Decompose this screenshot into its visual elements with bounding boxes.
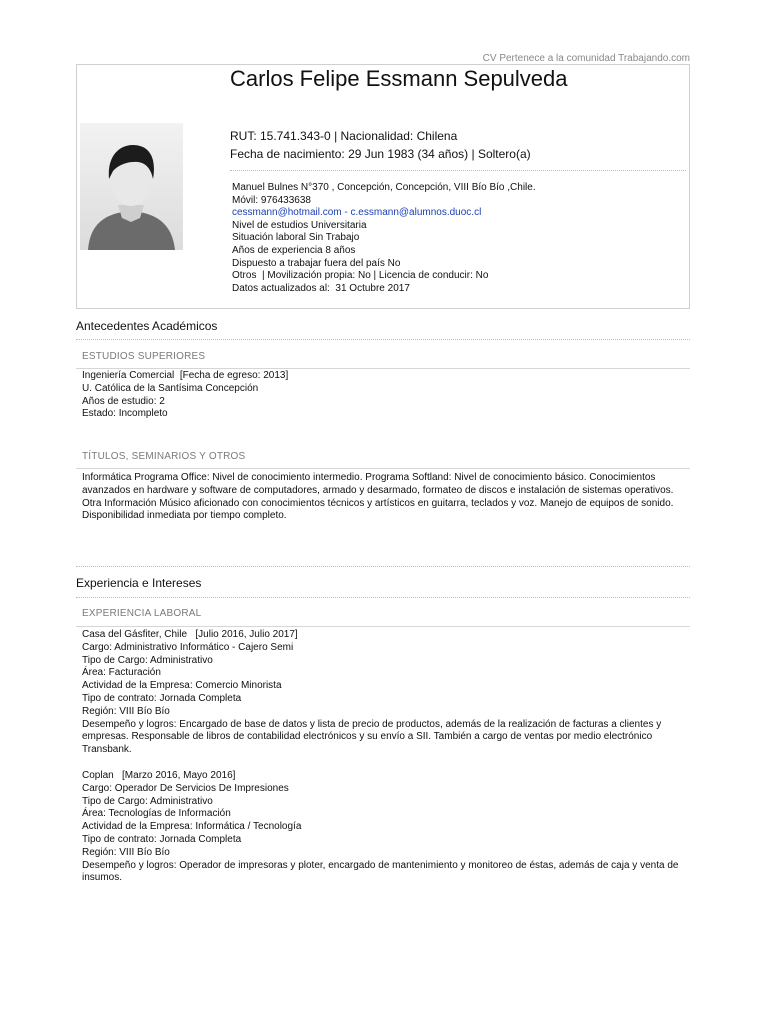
divider: [76, 339, 690, 340]
work-status: Situación laboral Sin Trabajo: [232, 232, 360, 244]
degree: Ingeniería Comercial [Fecha de egreso: 2013]: [82, 370, 289, 381]
subsection-title-work-experience: EXPERIENCIA LABORAL: [82, 608, 202, 619]
person-silhouette-icon: [80, 123, 183, 250]
divider: [76, 468, 690, 469]
contact-block: [232, 182, 536, 295]
job-contract: Tipo de contrato: Jornada Completa: [82, 692, 242, 704]
job-industry: Actividad de la Empresa: Informática / Tecnología: [82, 821, 302, 833]
mobile: Móvil: 976433638: [232, 194, 311, 206]
divider: [76, 368, 690, 369]
job-region: Región: VIII Bío Bío: [82, 846, 170, 858]
higher-studies-entry: [82, 370, 692, 421]
job-achievements: Desempeño y logros: Operador de impresoras y ploter, encargado de mantenimiento y monitoreo de éstas, además de caja y venta de insumos.: [82, 859, 679, 884]
emails: [232, 207, 536, 220]
job-type: Tipo de Cargo: Administrativo: [82, 654, 213, 666]
section-title-experience: Experiencia e Intereses: [76, 576, 202, 590]
job-company-dates: Coplan [Marzo 2016, Mayo 2016]: [82, 769, 236, 781]
candidate-name: Carlos Felipe Essmann Sepulveda: [230, 66, 568, 91]
address: Manuel Bulnes N°370 , Concepción, Concepción, VIII Bío Bío ,Chile.: [232, 182, 536, 193]
divider: [76, 566, 690, 567]
institution: U. Católica de la Santísima Concepción: [82, 382, 259, 394]
job-entry: [82, 770, 692, 885]
divider: [230, 170, 686, 171]
profile-card: [76, 64, 690, 309]
job-entry: [82, 629, 692, 757]
job-region: Región: VIII Bío Bío: [82, 705, 170, 717]
community-note: CV Pertenece a la comunidad Trabajando.com: [482, 53, 690, 64]
job-position: Cargo: Administrativo Informático - Cajero Semi: [82, 641, 294, 653]
job-area: Área: Facturación: [82, 667, 161, 679]
avatar: [80, 123, 183, 250]
identity-block: [230, 127, 531, 163]
subsection-title-titles-seminars: TÍTULOS, SEMINARIOS Y OTROS: [82, 451, 246, 462]
rut-nationality: RUT: 15.741.343-0 | Nacionalidad: Chilena: [230, 129, 458, 143]
email-link-primary[interactable]: cessmann@hotmail.com: [232, 207, 342, 219]
job-type: Tipo de Cargo: Administrativo: [82, 795, 213, 807]
section-title-academic: Antecedentes Académicos: [76, 319, 218, 333]
other-info: Otros | Movilización propia: No | Licencia de conducir: No: [232, 270, 489, 282]
last-updated: Datos actualizados al: 31 Octubre 2017: [232, 282, 410, 294]
work-abroad: Dispuesto a trabajar fuera del país No: [232, 257, 401, 269]
job-contract: Tipo de contrato: Jornada Completa: [82, 833, 242, 845]
job-list: [82, 629, 692, 885]
job-area: Área: Tecnologías de Información: [82, 808, 231, 820]
email-separator: -: [341, 207, 351, 219]
job-position: Cargo: Operador De Servicios De Impresiones: [82, 782, 289, 794]
experience-years: Años de experiencia 8 años: [232, 244, 356, 256]
divider: [76, 597, 690, 598]
birth-date: Fecha de nacimiento: 29 Jun 1983 (34 años) | Soltero(a): [230, 147, 531, 161]
job-achievements: Desempeño y logros: Encargado de base de datos y lista de precio de productos, además de la realización de facturas a clientes y empresas. Responsable de libros de contabilidad electrónicos y su envío a SII. También a cargo de ventas por medio electrónico Transbank.: [82, 718, 662, 756]
job-industry: Actividad de la Empresa: Comercio Minorista: [82, 680, 282, 692]
study-status: Estado: Incompleto: [82, 408, 168, 420]
education-level: Nivel de estudios Universitaria: [232, 219, 367, 231]
titles-seminars-text: Informática Programa Office: Nivel de conocimiento intermedio. Programa Softland: Nivel de conocimiento básico. Conocimientos avanzados en hardware y software de computadores, armado y desarmado, formateo de discos e instalación de sistemas operativos. Otra Información Músico aficionado con conocimientos técnicos y artísticos en guitarra, teclados y voz. Manejo de equipos de sonido. Disponibilidad inmediata por tiempo completo.: [82, 472, 674, 522]
job-company-dates: Casa del Gásfiter, Chile [Julio 2016, Julio 2017]: [82, 629, 298, 640]
divider: [76, 626, 690, 627]
email-link-secondary[interactable]: c.essmann@alumnos.duoc.cl: [350, 207, 482, 219]
subsection-title-higher-studies: ESTUDIOS SUPERIORES: [82, 351, 206, 362]
study-years: Años de estudio: 2: [82, 395, 165, 407]
